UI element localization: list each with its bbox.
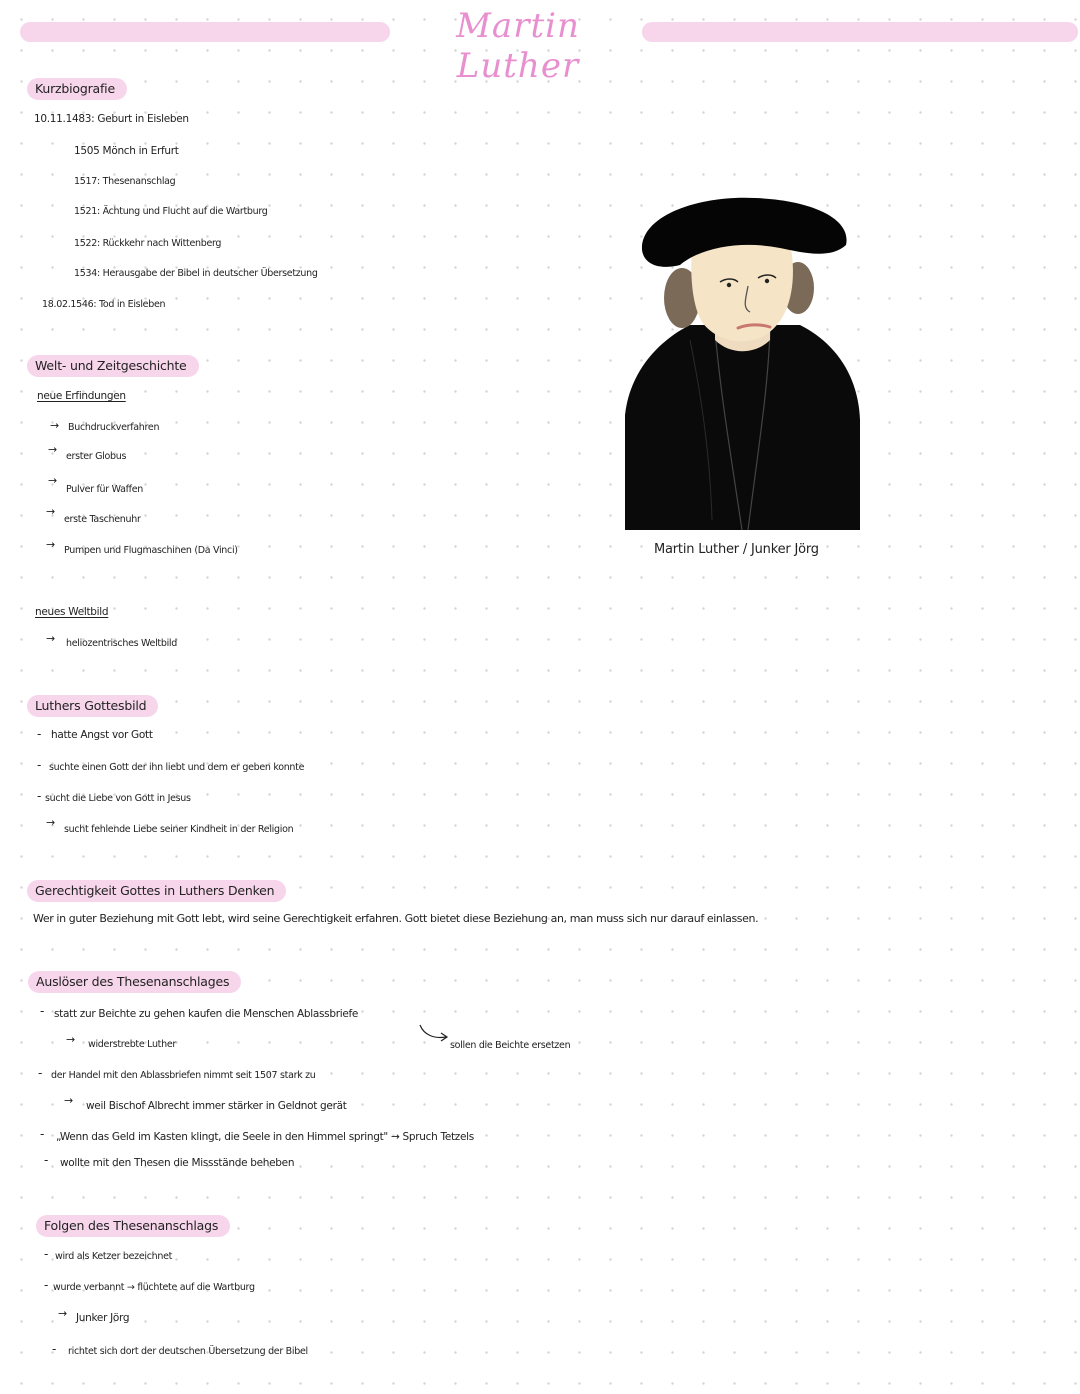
- list-item: weil Bischof Albrecht immer stärker in Geldnot gerät: [86, 1100, 347, 1112]
- heading-gottesbild: Luthers Gottesbild: [27, 695, 158, 717]
- portrait-caption: Martin Luther / Junker Jörg: [654, 542, 819, 557]
- bio-item: 1534: Herausgabe der Bibel in deutscher Übersetzung: [74, 268, 318, 279]
- martin-luther-portrait-icon: [620, 190, 865, 535]
- list-item: wurde verbannt → flüchtete auf die Wartburg: [53, 1282, 255, 1293]
- list-item: der Handel mit den Ablassbriefen nimmt seit 1507 stark zu: [51, 1070, 316, 1081]
- dash-icon: -: [52, 1342, 57, 1356]
- arrow-icon: →: [50, 419, 60, 432]
- title-bar-left: [20, 22, 390, 42]
- list-item: statt zur Beichte zu gehen kaufen die Menschen Ablassbriefe: [54, 1008, 359, 1020]
- curved-arrow-icon: [418, 1023, 450, 1045]
- arrow-icon: →: [58, 1307, 68, 1320]
- arrow-icon: →: [48, 443, 58, 456]
- list-item: Pulver für Waffen: [66, 484, 143, 495]
- list-item: Pumpen und Flugmaschinen (Da Vinci): [64, 545, 238, 556]
- list-item: sollen die Beichte ersetzen: [450, 1040, 571, 1051]
- heading-ausloeser: Auslöser des Thesenanschlages: [28, 971, 241, 993]
- list-item: Buchdruckverfahren: [68, 422, 160, 433]
- dash-icon: -: [44, 1153, 49, 1167]
- bio-item: 1517: Thesenanschlag: [74, 176, 176, 187]
- list-item: richtet sich dort der deutschen Übersetzung der Bibel: [68, 1346, 308, 1357]
- list-item: hatte Angst vor Gott: [51, 729, 153, 741]
- list-item: heliozentrisches Weltbild: [66, 638, 177, 649]
- dash-icon: -: [38, 1066, 43, 1080]
- dash-icon: -: [37, 758, 42, 772]
- list-item: suchte einen Gott der ihn liebt und dem er geben konnte: [49, 762, 305, 773]
- arrow-icon: →: [48, 474, 58, 487]
- subheading-erfindungen: neue Erfindungen: [37, 390, 126, 402]
- list-item: erster Globus: [66, 451, 127, 462]
- title-bar-right: [642, 22, 1078, 42]
- dash-icon: -: [37, 789, 42, 803]
- arrow-icon: →: [46, 538, 56, 551]
- heading-kurzbiografie: Kurzbiografie: [27, 78, 127, 100]
- dash-icon: -: [44, 1247, 49, 1261]
- list-item: widerstrebte Luther: [88, 1039, 176, 1050]
- bio-item: 1505 Mönch in Erfurt: [74, 145, 179, 157]
- dash-icon: -: [40, 1004, 45, 1018]
- list-item: sucht die Liebe von Gott in Jesus: [45, 793, 191, 804]
- dash-icon: -: [40, 1127, 45, 1141]
- dash-icon: -: [37, 727, 42, 741]
- list-item: sucht fehlende Liebe seiner Kindheit in der Religion: [64, 824, 294, 835]
- list-item: wird als Ketzer bezeichnet: [55, 1251, 173, 1262]
- bio-item: 1522: Rückkehr nach Wittenberg: [74, 238, 222, 249]
- arrow-icon: →: [46, 816, 56, 829]
- heading-welt: Welt- und Zeitgeschichte: [27, 355, 199, 377]
- bio-item: 18.02.1546: Tod in Eisleben: [42, 299, 166, 310]
- list-item: erste Taschenuhr: [64, 514, 141, 525]
- arrow-icon: →: [46, 505, 56, 518]
- list-item: wollte mit den Thesen die Missstände beheben: [60, 1157, 295, 1169]
- heading-folgen: Folgen des Thesenanschlags: [36, 1215, 230, 1237]
- page-title: Martin Luther: [456, 6, 580, 86]
- bio-item: 10.11.1483: Geburt in Eisleben: [34, 113, 189, 125]
- arrow-icon: →: [66, 1033, 76, 1046]
- arrow-icon: →: [64, 1094, 74, 1107]
- list-item: Junker Jörg: [76, 1312, 130, 1324]
- paragraph: Wer in guter Beziehung mit Gott lebt, wird seine Gerechtigkeit erfahren. Gott bietet diese Beziehung an, man muss sich nur darauf einlassen.: [33, 912, 759, 925]
- dash-icon: -: [44, 1278, 49, 1292]
- list-item: „Wenn das Geld im Kasten klingt, die Seele in den Himmel springt" → Spruch Tetzels: [56, 1131, 474, 1143]
- subheading-weltbild: neues Weltbild: [35, 606, 109, 618]
- arrow-icon: →: [46, 632, 56, 645]
- bio-item: 1521: Ächtung und Flucht auf die Wartburg: [74, 206, 268, 217]
- heading-gerechtigkeit: Gerechtigkeit Gottes in Luthers Denken: [27, 880, 286, 902]
